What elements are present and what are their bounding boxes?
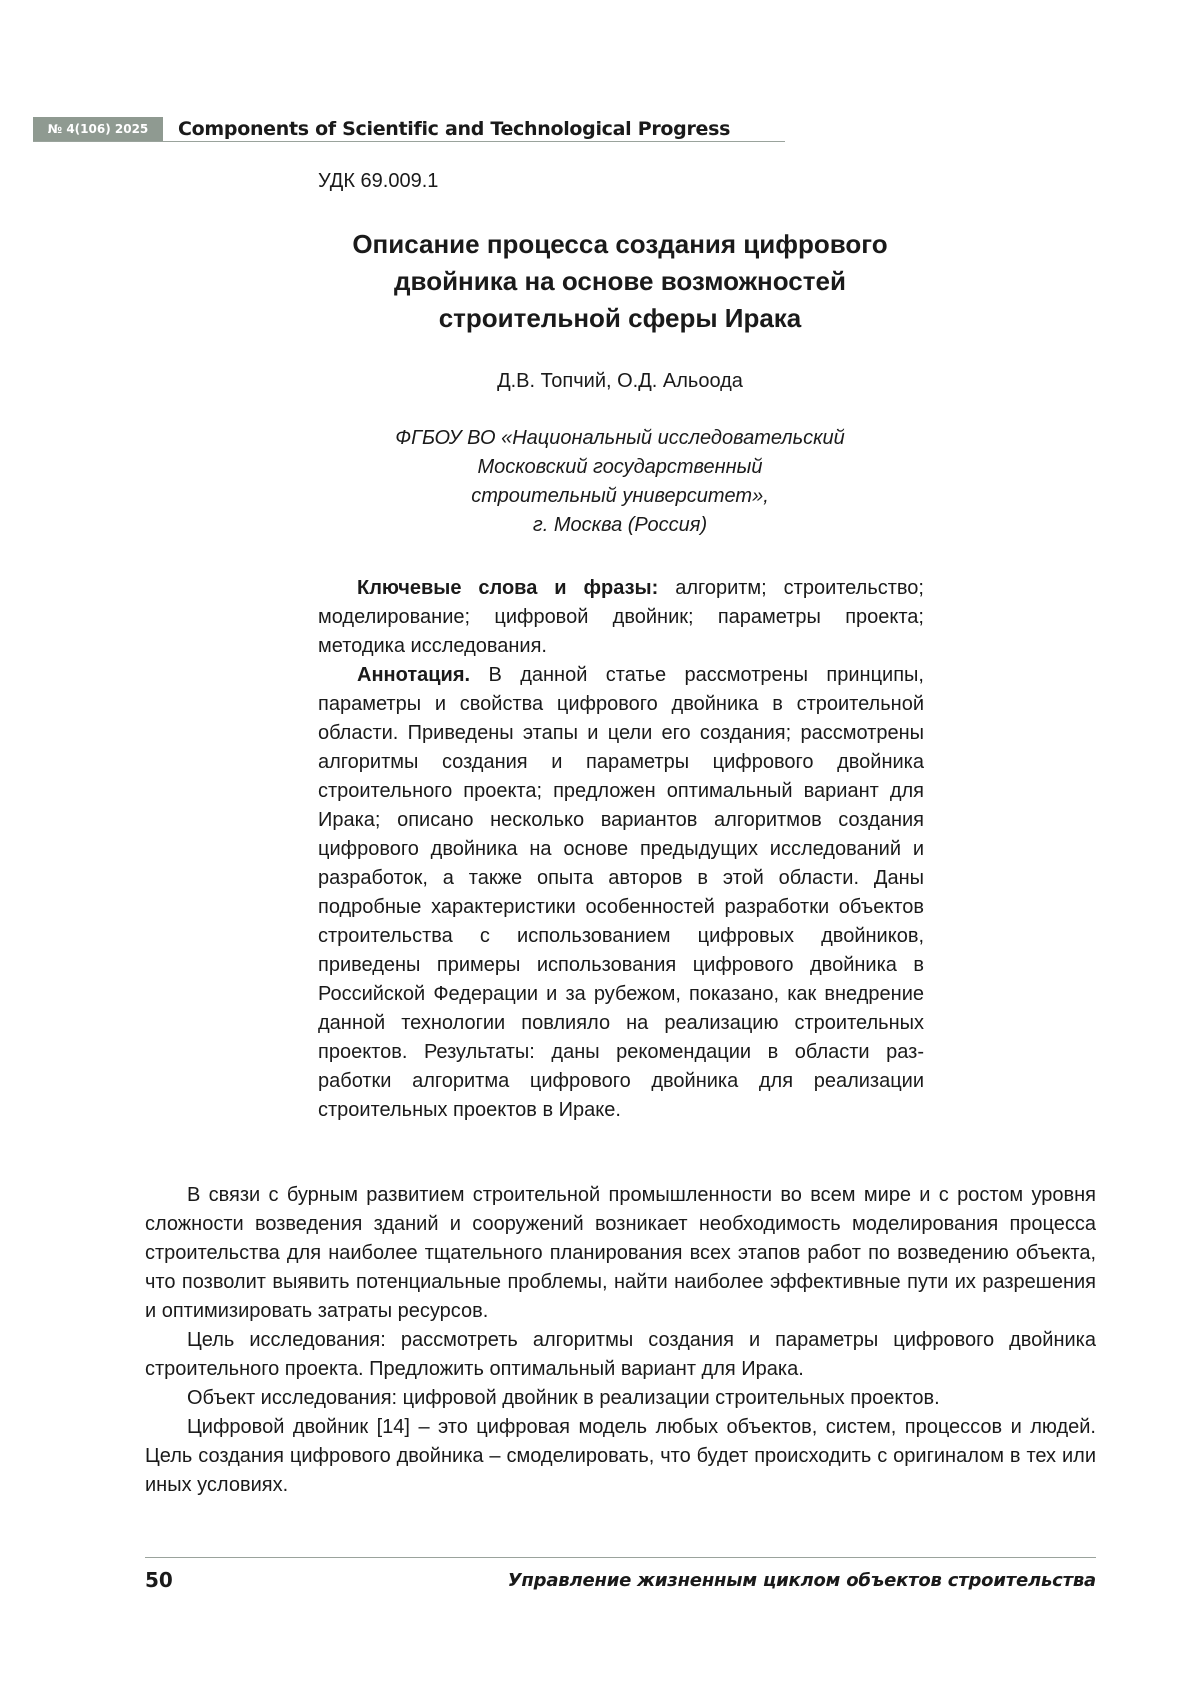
affiliation-line: г. Москва (Россия)	[532, 514, 708, 536]
body-paragraph: Объект исследования: цифровой двойник в реализации строительных проектов.	[187, 1387, 940, 1409]
affiliation	[210, 424, 1030, 540]
abstract-paragraph	[318, 661, 924, 1125]
header-divider	[33, 141, 785, 142]
page-number: 50	[145, 1568, 173, 1592]
journal-title: Components of Scientific and Technological Progress	[178, 118, 731, 140]
article-title	[210, 226, 1030, 337]
authors: Д.В. Топчий, О.Д. Альоода	[497, 370, 743, 392]
keywords-paragraph	[318, 574, 924, 661]
abstract-text: В данной статье рассмотрены принципы, параметры и свойства цифрового двойника в строительной области. Приведены этапы и цели его создания; рассмотрены алгоритмы создания и параметры цифрового двойника строительного проекта; предложен оптимальный вариант для Ирака; описано несколько вариантов алгоритмов создания цифрового двойника на основе предыдущих исследований и разработок, а также опыта авторов в этой области. Даны подробные характеристики особенностей разработки объектов строительства с использованием цифровых двойников, приведены примеры использования цифрового двойника в Российской Федерации и за рубежом, показано, как внедрение данной технологии повлияло на реализацию строительных проектов. Результаты: даны рекомендации в области разработки алгоритма цифрового двойника для реализации строительных проектов в Ираке.	[318, 664, 924, 1121]
article-title-line: Описание процесса создания цифрового	[352, 229, 888, 259]
udc-code: УДК 69.009.1	[318, 170, 439, 192]
article-title-line: двойника на основе возможностей	[394, 266, 846, 296]
affiliation-line: ФГБОУ ВО «Национальный исследовательский	[395, 427, 845, 449]
affiliation-line: строительный университет»,	[471, 485, 769, 507]
body-paragraph: Цифровой двойник [14] – это цифровая модель любых объектов, систем, процессов и людей. Цель создания цифрового двойника – смоделировать, что будет происходить с оригиналом в тех или иных условиях.	[145, 1416, 1096, 1496]
issue-badge: № 4(106) 2025	[33, 117, 163, 142]
footer-divider	[145, 1557, 1096, 1558]
affiliation-line: Московский государственный	[477, 456, 763, 478]
abstract-block	[318, 574, 924, 1125]
body-paragraph: Цель исследования: рассмотреть алгоритмы создания и параметры цифрового двойника строительного проекта. Предложить оптимальный вариант для Ирака.	[145, 1329, 1096, 1380]
body-paragraph: В связи с бурным развитием строительной промышленности во всем мире и с ростом уровня сложности возведения зданий и сооружений возникает необходимость моделирования процесса строительства для наиболее тщательного планирования всех этапов работ по возведению объекта, что позволит выявить потенциальные проблемы, найти наиболее эффективные пути их разрешения и оптимизировать затраты ресурсов.	[145, 1184, 1096, 1322]
body-text	[145, 1181, 1096, 1500]
article-title-line: строительной сферы Ирака	[438, 303, 802, 333]
keywords-text: алгоритм; строительство; моделирование; цифровой двойник; параметры проекта; методика исследования.	[318, 577, 924, 657]
keywords-label: Ключевые слова и фразы:	[357, 577, 659, 599]
footer-section-title: Управление жизненным циклом объектов строительства	[507, 1570, 1096, 1591]
abstract-label: Аннотация.	[357, 664, 471, 686]
